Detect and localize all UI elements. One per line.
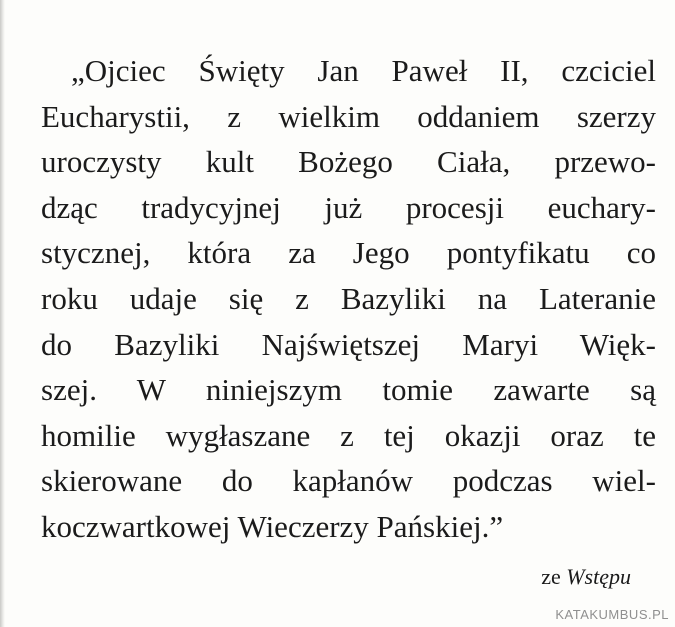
quote-line: Eucharystii, z wielkim oddaniem szerzy	[41, 98, 656, 134]
quote-line: homilie wygłaszane z tej okazji oraz te	[41, 417, 656, 453]
quote-line: uroczysty kult Bożego Ciała, przewo-	[41, 144, 656, 180]
quote-line: szej. W niniejszym tomie zawarte są	[41, 372, 656, 408]
watermark: KATAKUMBUS.PL	[555, 607, 669, 622]
quote-line: roku udaje się z Bazyliki na Lateranie	[41, 280, 656, 316]
quote-line: do Bazyliki Najświętszej Maryi Więk-	[41, 326, 656, 362]
quote-line: „Ojciec Święty Jan Paweł II, czciciel	[71, 53, 656, 88]
quote-line: stycznej, która za Jego pontyfikatu co	[41, 235, 656, 271]
scan-edge-shadow	[0, 0, 5, 627]
attribution-prefix: ze	[541, 564, 561, 589]
quote-paragraph	[41, 48, 656, 550]
quote-line: koczwartkowej Wieczerzy Pańskiej.”	[41, 508, 504, 544]
attribution	[541, 563, 631, 591]
quote-line: dząc tradycyjnej już procesji euchary-	[41, 189, 656, 225]
quote-line: skierowane do kapłanów podczas wiel-	[41, 463, 656, 499]
attribution-source: Wstępu	[566, 564, 631, 589]
